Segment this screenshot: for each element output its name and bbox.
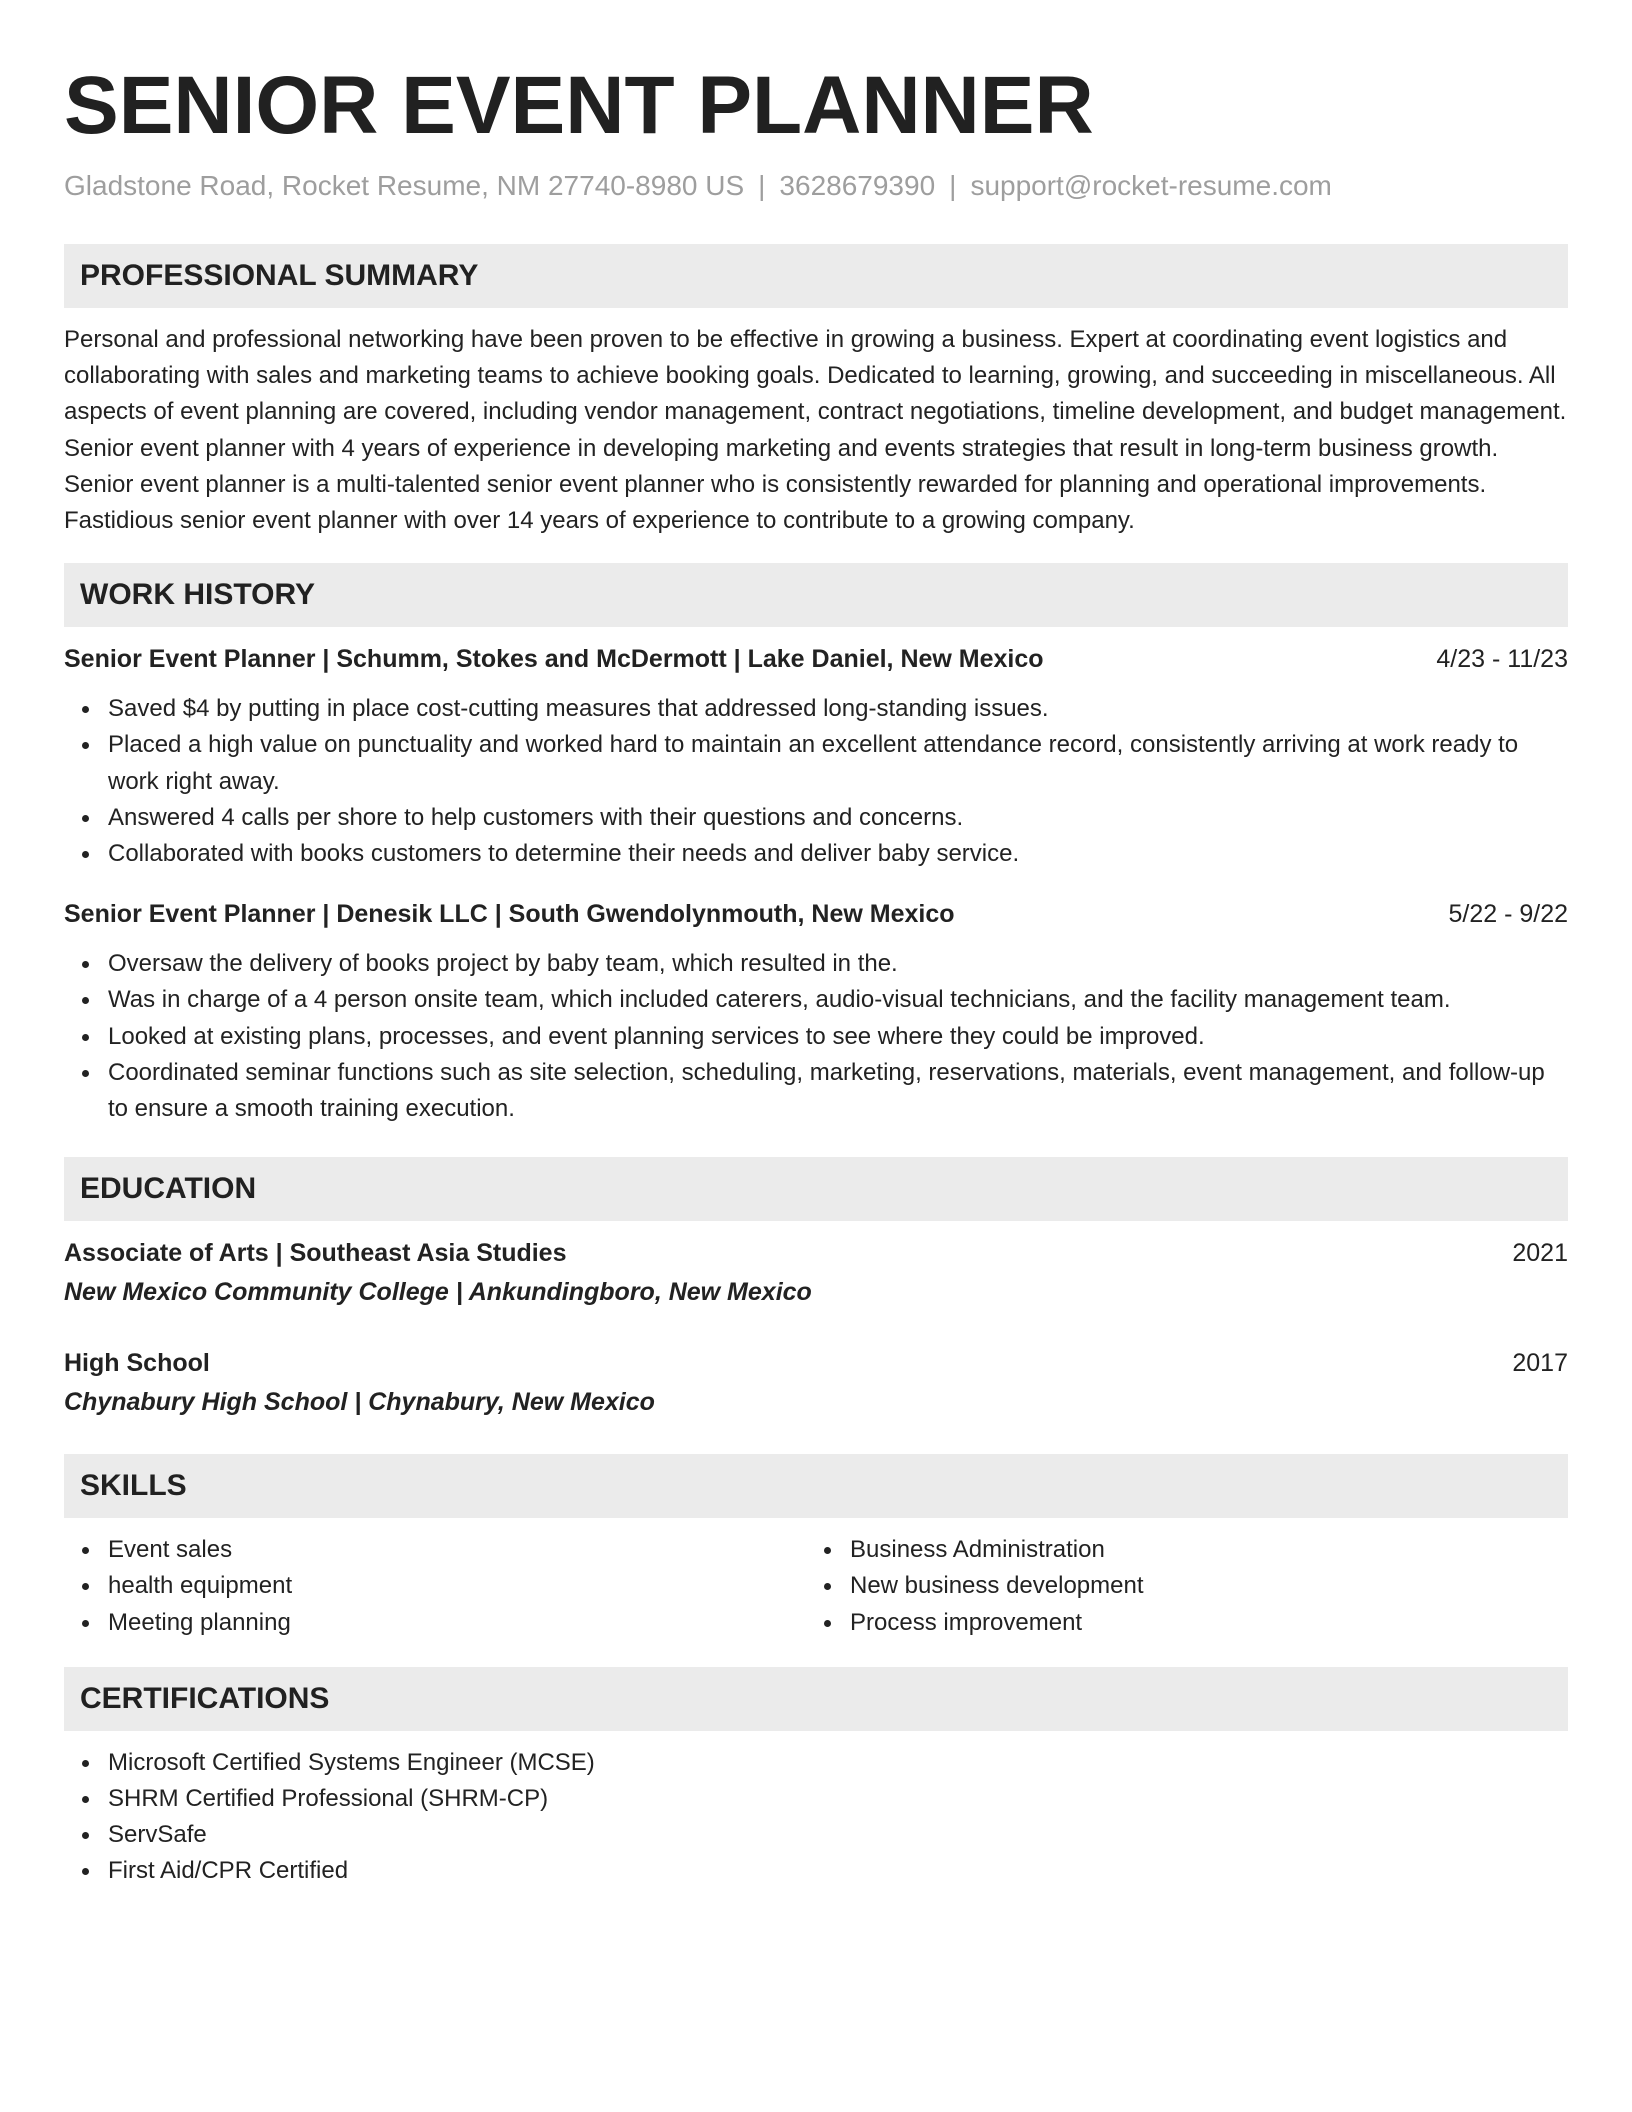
contact-email[interactable]: support@rocket-resume.com: [970, 170, 1332, 201]
section-heading-certifications: CERTIFICATIONS: [64, 1667, 1568, 1731]
contact-line: [64, 168, 1568, 204]
section-heading-work-history: WORK HISTORY: [64, 563, 1568, 627]
contact-address: Gladstone Road, Rocket Resume, NM 27740-8980 US: [64, 170, 745, 201]
section-heading-education: EDUCATION: [64, 1157, 1568, 1221]
certification-item: ServSafe: [108, 1817, 1568, 1853]
job-title-line: Senior Event Planner | Schumm, Stokes and McDermott | Lake Daniel, New Mexico: [64, 645, 1044, 674]
education-entry: [64, 1235, 1568, 1310]
education-entry: [64, 1345, 1568, 1420]
job-bullet: Looked at existing plans, processes, and event planning services to see where they could be improved.: [108, 1019, 1568, 1055]
contact-phone: 3628679390: [779, 170, 936, 201]
skill-item: Meeting planning: [108, 1605, 806, 1641]
job-bullet: Oversaw the delivery of books project by baby team, which resulted in the.: [108, 946, 1568, 982]
certification-item: Microsoft Certified Systems Engineer (MCSE): [108, 1745, 1568, 1781]
education-year: 2021: [1512, 1239, 1568, 1268]
job-entry: [64, 641, 1568, 872]
job-entry: [64, 896, 1568, 1127]
job-bullet: Coordinated seminar functions such as site selection, scheduling, marketing, reservations, materials, event management, and follow-up to ensure a smooth training execution.: [108, 1055, 1568, 1127]
job-dates: 4/23 - 11/23: [1436, 645, 1568, 674]
section-heading-summary: PROFESSIONAL SUMMARY: [64, 244, 1568, 308]
resume-page: [64, 0, 1568, 1890]
job-bullet: Answered 4 calls per shore to help customers with their questions and concerns.: [108, 800, 1568, 836]
contact-separator: |: [949, 170, 957, 201]
skill-item: Business Administration: [850, 1532, 1548, 1568]
education-school: New Mexico Community College | Ankundingboro, New Mexico: [64, 1278, 812, 1307]
job-header: [64, 896, 1568, 932]
summary-text: Personal and professional networking have been proven to be effective in growing a business. Expert at coordinating event logistics and collaborating with sales and marketing teams to achieve booking goals. Dedicated to learning, growing, and succeeding in miscellaneous. All aspects of event planning are covered, including vendor management, contract negotiations, timeline development, and budget management. Senior event planner with 4 years of experience in developing marketing and events strategies that result in long-term business growth. Senior event planner is a multi-talented senior event planner who is consistently rewarded for planning and operational improvements. Fastidious senior event planner with over 14 years of experience to contribute to a growing company.: [64, 326, 1567, 535]
candidate-name: SENIOR EVENT PLANNER: [64, 60, 1094, 151]
job-bullet: Saved $4 by putting in place cost-cutting measures that addressed long-standing issues.: [108, 691, 1568, 727]
certifications-list: [64, 1745, 1568, 1890]
job-bullet: Placed a high value on punctuality and worked hard to maintain an excellent attendance record, consistently arriving at work ready to work right away.: [108, 727, 1568, 799]
education-header: [64, 1235, 1568, 1271]
skills-list-right: [806, 1532, 1548, 1641]
education-header: [64, 1345, 1568, 1381]
section-heading-skills: SKILLS: [64, 1454, 1568, 1518]
job-bullet: Was in charge of a 4 person onsite team, which included caterers, audio-visual technicians, and the facility management team.: [108, 982, 1568, 1018]
job-bullet-list: [64, 946, 1568, 1127]
education-year: 2017: [1512, 1349, 1568, 1378]
job-header: [64, 641, 1568, 677]
education-degree: High School: [64, 1349, 210, 1378]
certification-item: First Aid/CPR Certified: [108, 1853, 1568, 1889]
skill-item: Process improvement: [850, 1605, 1548, 1641]
skill-item: health equipment: [108, 1568, 806, 1604]
skill-item: Event sales: [108, 1532, 806, 1568]
job-dates: 5/22 - 9/22: [1448, 900, 1568, 929]
job-bullet: Collaborated with books customers to determine their needs and deliver baby service.: [108, 836, 1568, 872]
contact-separator: |: [758, 170, 766, 201]
certification-item: SHRM Certified Professional (SHRM-CP): [108, 1781, 1568, 1817]
education-degree: Associate of Arts | Southeast Asia Studies: [64, 1239, 567, 1268]
skills-grid: [64, 1532, 1568, 1641]
job-title-line: Senior Event Planner | Denesik LLC | South Gwendolynmouth, New Mexico: [64, 900, 955, 929]
skills-list-left: [64, 1532, 806, 1641]
job-bullet-list: [64, 691, 1568, 872]
education-school: Chynabury High School | Chynabury, New Mexico: [64, 1388, 655, 1417]
skill-item: New business development: [850, 1568, 1548, 1604]
